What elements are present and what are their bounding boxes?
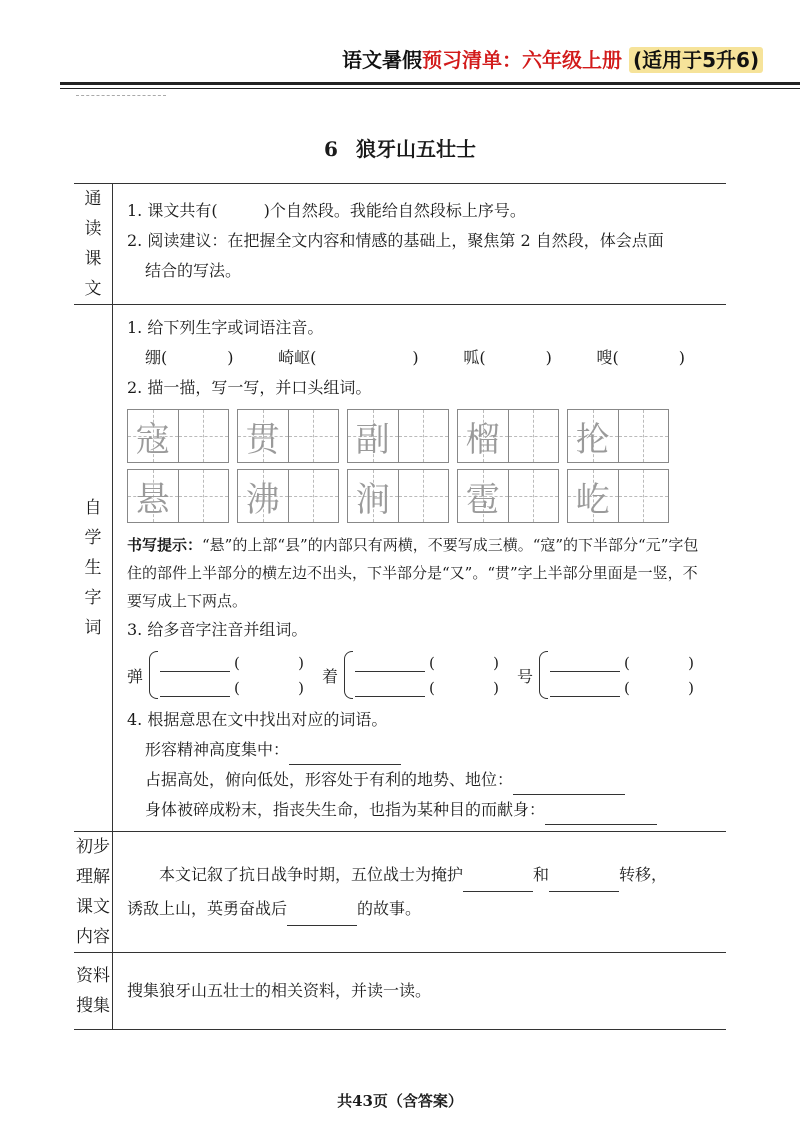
section-label-understand: 初步 理解 课文 内容	[74, 832, 113, 953]
char-cell[interactable]: 沸	[237, 469, 339, 523]
read-item-2-line2: 结合的写法。	[145, 261, 242, 280]
header-part-c: (适用于5升6)	[629, 47, 763, 73]
char-cell[interactable]: 贯	[237, 409, 339, 463]
writing-tip	[127, 531, 712, 615]
section-read-text	[74, 184, 726, 305]
section-understand	[74, 832, 726, 953]
lesson-title-text: 狼牙山五壮士	[355, 137, 476, 161]
section-research	[74, 953, 726, 1030]
research-text: 搜集狼牙山五壮士的相关资料，并读一读。	[127, 981, 432, 1000]
q4-blank-3[interactable]	[545, 804, 657, 825]
section-content-understand	[113, 832, 727, 953]
header-part-a: 语文暑假	[342, 48, 422, 72]
pinyin-item[interactable]: 绷( )	[145, 348, 234, 367]
polyphone-row	[127, 645, 712, 705]
header-part-b: 预习清单：六年级上册	[422, 48, 622, 72]
q1-title: 1. 给下列生字或词语注音。	[127, 318, 324, 337]
char-cell[interactable]: 雹	[457, 469, 559, 523]
read-item-2-line1: 2. 阅读建议：在把握全文内容和情感的基础上，聚焦第 2 自然段，体会点面	[127, 231, 664, 250]
q4-line-2: 占据高处，俯向低处，形容处于有利的地势、地位：	[127, 765, 712, 795]
writing-tip-text: “悬”的上部“县”的内部只有两横，不要写成三横。“寇”的下半部分“元”字包住的部件上半部分的横左边不出头，下半部分是“又”。“贯”字上半部分里面是一竖，不要写成上下两点。	[127, 536, 699, 610]
worksheet-table	[74, 183, 726, 1030]
writing-tip-label: 书写提示：	[127, 536, 203, 554]
section-label-read: 通 读 课 文	[74, 184, 113, 305]
header-rule-thin	[60, 88, 800, 89]
polyphone-item: 弹 ( ) ( )	[127, 651, 322, 699]
page-header	[342, 44, 763, 73]
lesson-number: 6	[324, 137, 338, 161]
read-item-1: 1. 课文共有( )个自然段。我能给自然段标上序号。	[127, 201, 526, 220]
polyphone-item: 号 ( ) ( )	[517, 651, 712, 699]
char-cell[interactable]: 榴	[457, 409, 559, 463]
section-label-self-study: 自 学 生 字 词	[74, 305, 113, 832]
pinyin-item[interactable]: 呱( )	[463, 348, 552, 367]
char-cell[interactable]: 寇	[127, 409, 229, 463]
decorative-dashes	[76, 95, 166, 96]
char-cell[interactable]: 涧	[347, 469, 449, 523]
char-grid-row-2	[127, 469, 712, 523]
char-grid-row-1	[127, 409, 712, 463]
q4-line-1: 形容精神高度集中：	[127, 735, 712, 765]
summary-line-2: 诱敌上山，英勇奋战后 的故事。	[127, 892, 712, 926]
q4-blank-1[interactable]	[289, 744, 401, 765]
summary-blank-2[interactable]	[549, 871, 619, 892]
char-cell[interactable]: 抡	[567, 409, 669, 463]
section-content-self-study	[113, 305, 727, 832]
q4-blank-2[interactable]	[513, 774, 625, 795]
pinyin-item[interactable]: 嗖( )	[596, 348, 685, 367]
q2-title: 2. 描一描，写一写，并口头组词。	[127, 378, 372, 397]
section-content-research	[113, 953, 727, 1030]
polyphone-item: 着 ( ) ( )	[322, 651, 517, 699]
section-content-read	[113, 184, 727, 305]
pinyin-item[interactable]: 崎岖( )	[278, 348, 419, 367]
page-footer: 共43页（含答案）	[337, 1092, 463, 1110]
summary-blank-1[interactable]	[463, 871, 533, 892]
section-label-research: 资料 搜集	[74, 953, 113, 1030]
summary-blank-3[interactable]	[287, 905, 357, 926]
char-cell[interactable]: 屹	[567, 469, 669, 523]
pinyin-row	[145, 343, 685, 373]
q3-title: 3. 给多音字注音并组词。	[127, 620, 308, 639]
char-cell[interactable]: 悬	[127, 469, 229, 523]
q4-line-3: 身体被碎成粉末，指丧失生命，也指为某种目的而献身：	[127, 795, 712, 825]
summary-line-1: 本文记叙了抗日战争时期，五位战士为掩护 和 转移，	[127, 858, 712, 892]
lesson-title	[0, 133, 800, 162]
q4-title: 4. 根据意思在文中找出对应的词语。	[127, 710, 388, 729]
header-rule-thick	[60, 82, 800, 85]
char-cell[interactable]: 副	[347, 409, 449, 463]
section-self-study	[74, 305, 726, 832]
